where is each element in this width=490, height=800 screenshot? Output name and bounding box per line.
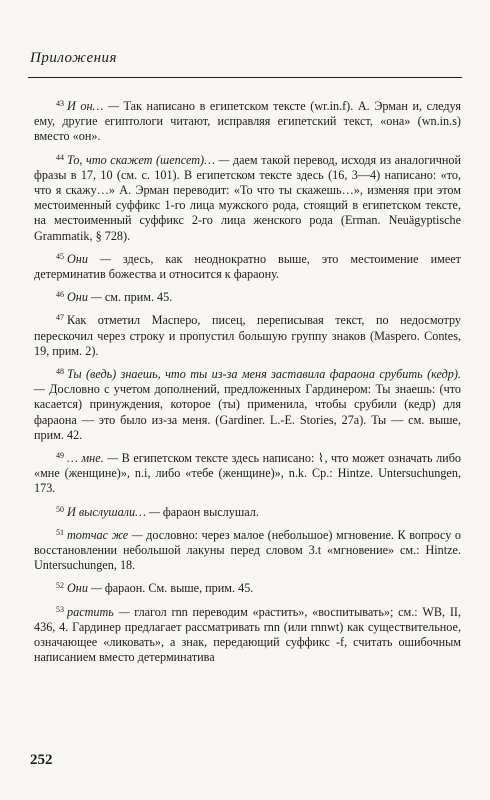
note-lemma: Они —: [67, 581, 102, 596]
note-49: [34, 448, 461, 497]
running-header: Приложения: [30, 50, 118, 66]
note-lemma: Ты (ведь) знаешь, что ты из-за меня заставила фараона срубить (кедр). —: [34, 367, 461, 397]
note-53: [34, 602, 461, 666]
note-text: фараон выслушал.: [162, 504, 259, 519]
page-number: 252: [30, 752, 53, 768]
note-text: глагол rnn переводим «растить», «воспитывать»; см.: WB, II, 436, 4. Гардинер предлагает рассматривать rnn (или rnnwt) как существительное, означающее «ликовать», а знак, передающий суффикс -f, считать ошибочным написанием вместо детерминатива: [34, 604, 461, 665]
note-46: [34, 287, 461, 305]
note-lemma: Они —: [67, 251, 111, 266]
note-number: 45: [56, 251, 64, 261]
note-number: 50: [56, 504, 64, 514]
note-lemma: растить —: [67, 604, 130, 619]
note-text: даем такой перевод, исходя из аналогичной фразы в 17, 10 (см. с. 101). В египетском тексте здесь (16, 3—4) написано: «то, что я скажу…» А. Эрман переводит: «То что ты скажешь…», изменяя при этом местоименный суффикс 1-го лица мужского рода, стоящий в египетском тексте, на местоименный суффикс 2-го лица женского рода (Erman. Neuägyptische Grammatik, § 728).: [34, 152, 462, 243]
note-text: Как отметил Масперо, писец, переписывая текст, по недосмотру перескочил через строку и пропустил большую группу знаков (Maspero. Contes, 19, прим. 2).: [34, 313, 461, 358]
note-number: 43: [56, 99, 64, 108]
note-number: 48: [56, 367, 64, 377]
note-45: [34, 249, 461, 282]
note-text: фараон. См. выше, прим. 45.: [104, 581, 254, 596]
note-number: 44: [56, 152, 64, 162]
note-52: [34, 578, 461, 596]
note-number: 52: [56, 581, 64, 591]
note-lemma: И выслушали… —: [67, 504, 160, 519]
note-number: 51: [56, 527, 64, 537]
note-44: [34, 150, 461, 244]
note-number: 47: [56, 313, 64, 323]
note-text: Дословно с учетом дополнений, предложенных Гардинером: Ты знаешь: (что касается) принуждения, которое (ты) применила, чтобы срубили (кедр) для фараона — это было из-за меня. (Gardiner. L.-E. Stories, 27a). Ты — см. выше, прим. 42.: [34, 382, 461, 442]
note-43: [34, 96, 461, 145]
note-lemma: … мне. —: [67, 451, 119, 466]
header-rule: [28, 77, 462, 78]
note-51: [34, 525, 461, 574]
note-text: В египетском тексте здесь написано: ⌇, что может означать либо «мне (женщине)», n.i, либо «тебе (женщине)», n.k. Ср.: Hintze. Untersuchungen, 173.: [34, 451, 461, 496]
note-number: 53: [56, 604, 64, 614]
note-lemma: То, что скажет (шепсет)… —: [67, 152, 230, 167]
note-text: здесь, как неоднократно выше, это местоимение имеет детерминатив божества и относится к фараону.: [34, 251, 461, 282]
note-lemma: И он… —: [67, 99, 119, 113]
note-number: 46: [56, 290, 64, 300]
note-47: [34, 310, 461, 359]
note-lemma: Они —: [67, 290, 102, 305]
note-text: дословно: через малое (небольшое) мгновение. К вопросу о восстановлении небольшой лакуны перед словом 3.t «мгновение» см.: Hintze. Untersuchungen, 18.: [34, 527, 461, 573]
note-50: [34, 502, 461, 520]
notes-body: [34, 96, 461, 671]
note-48: [34, 364, 461, 443]
note-text: Так написано в египетском тексте (wr.in.f). А. Эрман и, следуя ему, другие египтологи читают, исправляя египетский текст, «она» (wn.in.s) вместо «он».: [34, 99, 461, 144]
note-lemma: тотчас же —: [67, 527, 143, 542]
note-text: см. прим. 45.: [104, 290, 173, 305]
note-number: 49: [56, 451, 64, 461]
